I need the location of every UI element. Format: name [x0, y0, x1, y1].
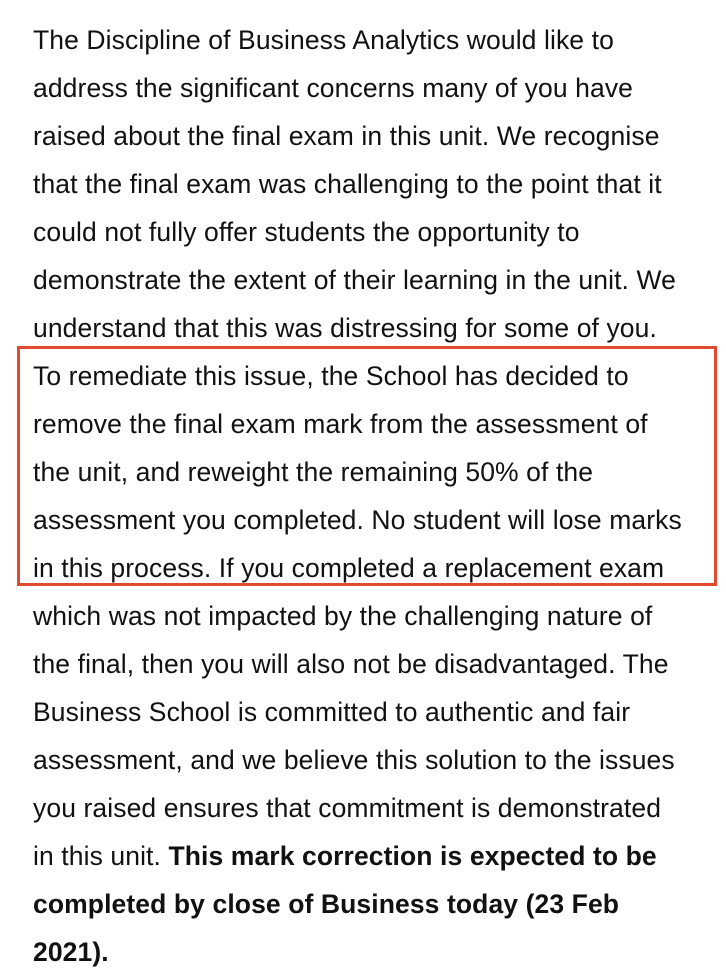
- text-line-bold: 2021).: [33, 937, 109, 967]
- text-line-mixed: [33, 841, 657, 871]
- text-line: in this process. If you completed a replacement exam: [33, 553, 665, 583]
- text-line: raised about the final exam in this unit. We recognise: [33, 121, 660, 151]
- text-line: could not fully offer students the opportunity to: [33, 217, 580, 247]
- text-line: you raised ensures that commitment is demonstrated: [33, 793, 662, 823]
- text-line: that the final exam was challenging to the point that it: [33, 169, 662, 199]
- text-line: the final, then you will also not be disadvantaged. The: [33, 649, 669, 679]
- text-line: address the significant concerns many of you have: [33, 73, 634, 103]
- text-bold: This mark correction is expected to be: [168, 841, 657, 871]
- text-line: Business School is committed to authentic and fair: [33, 697, 631, 727]
- text-line: demonstrate the extent of their learning in the unit. We: [33, 265, 676, 295]
- text-line: assessment, and we believe this solution to the issues: [33, 745, 675, 775]
- text-line: the unit, and reweight the remaining 50% of the: [33, 457, 594, 487]
- text-line-bold: completed by close of Business today (23 Feb: [33, 889, 620, 919]
- text-line: assessment you completed. No student will lose marks: [33, 505, 682, 535]
- text-line: understand that this was distressing for some of you.: [33, 313, 657, 343]
- text-line: which was not impacted by the challenging nature of: [33, 601, 653, 631]
- text-regular: in this unit.: [33, 841, 169, 871]
- text-line: remove the final exam mark from the assessment of: [33, 409, 648, 439]
- text-line: To remediate this issue, the School has decided to: [33, 361, 629, 391]
- text-line: The Discipline of Business Analytics would like to: [33, 25, 614, 55]
